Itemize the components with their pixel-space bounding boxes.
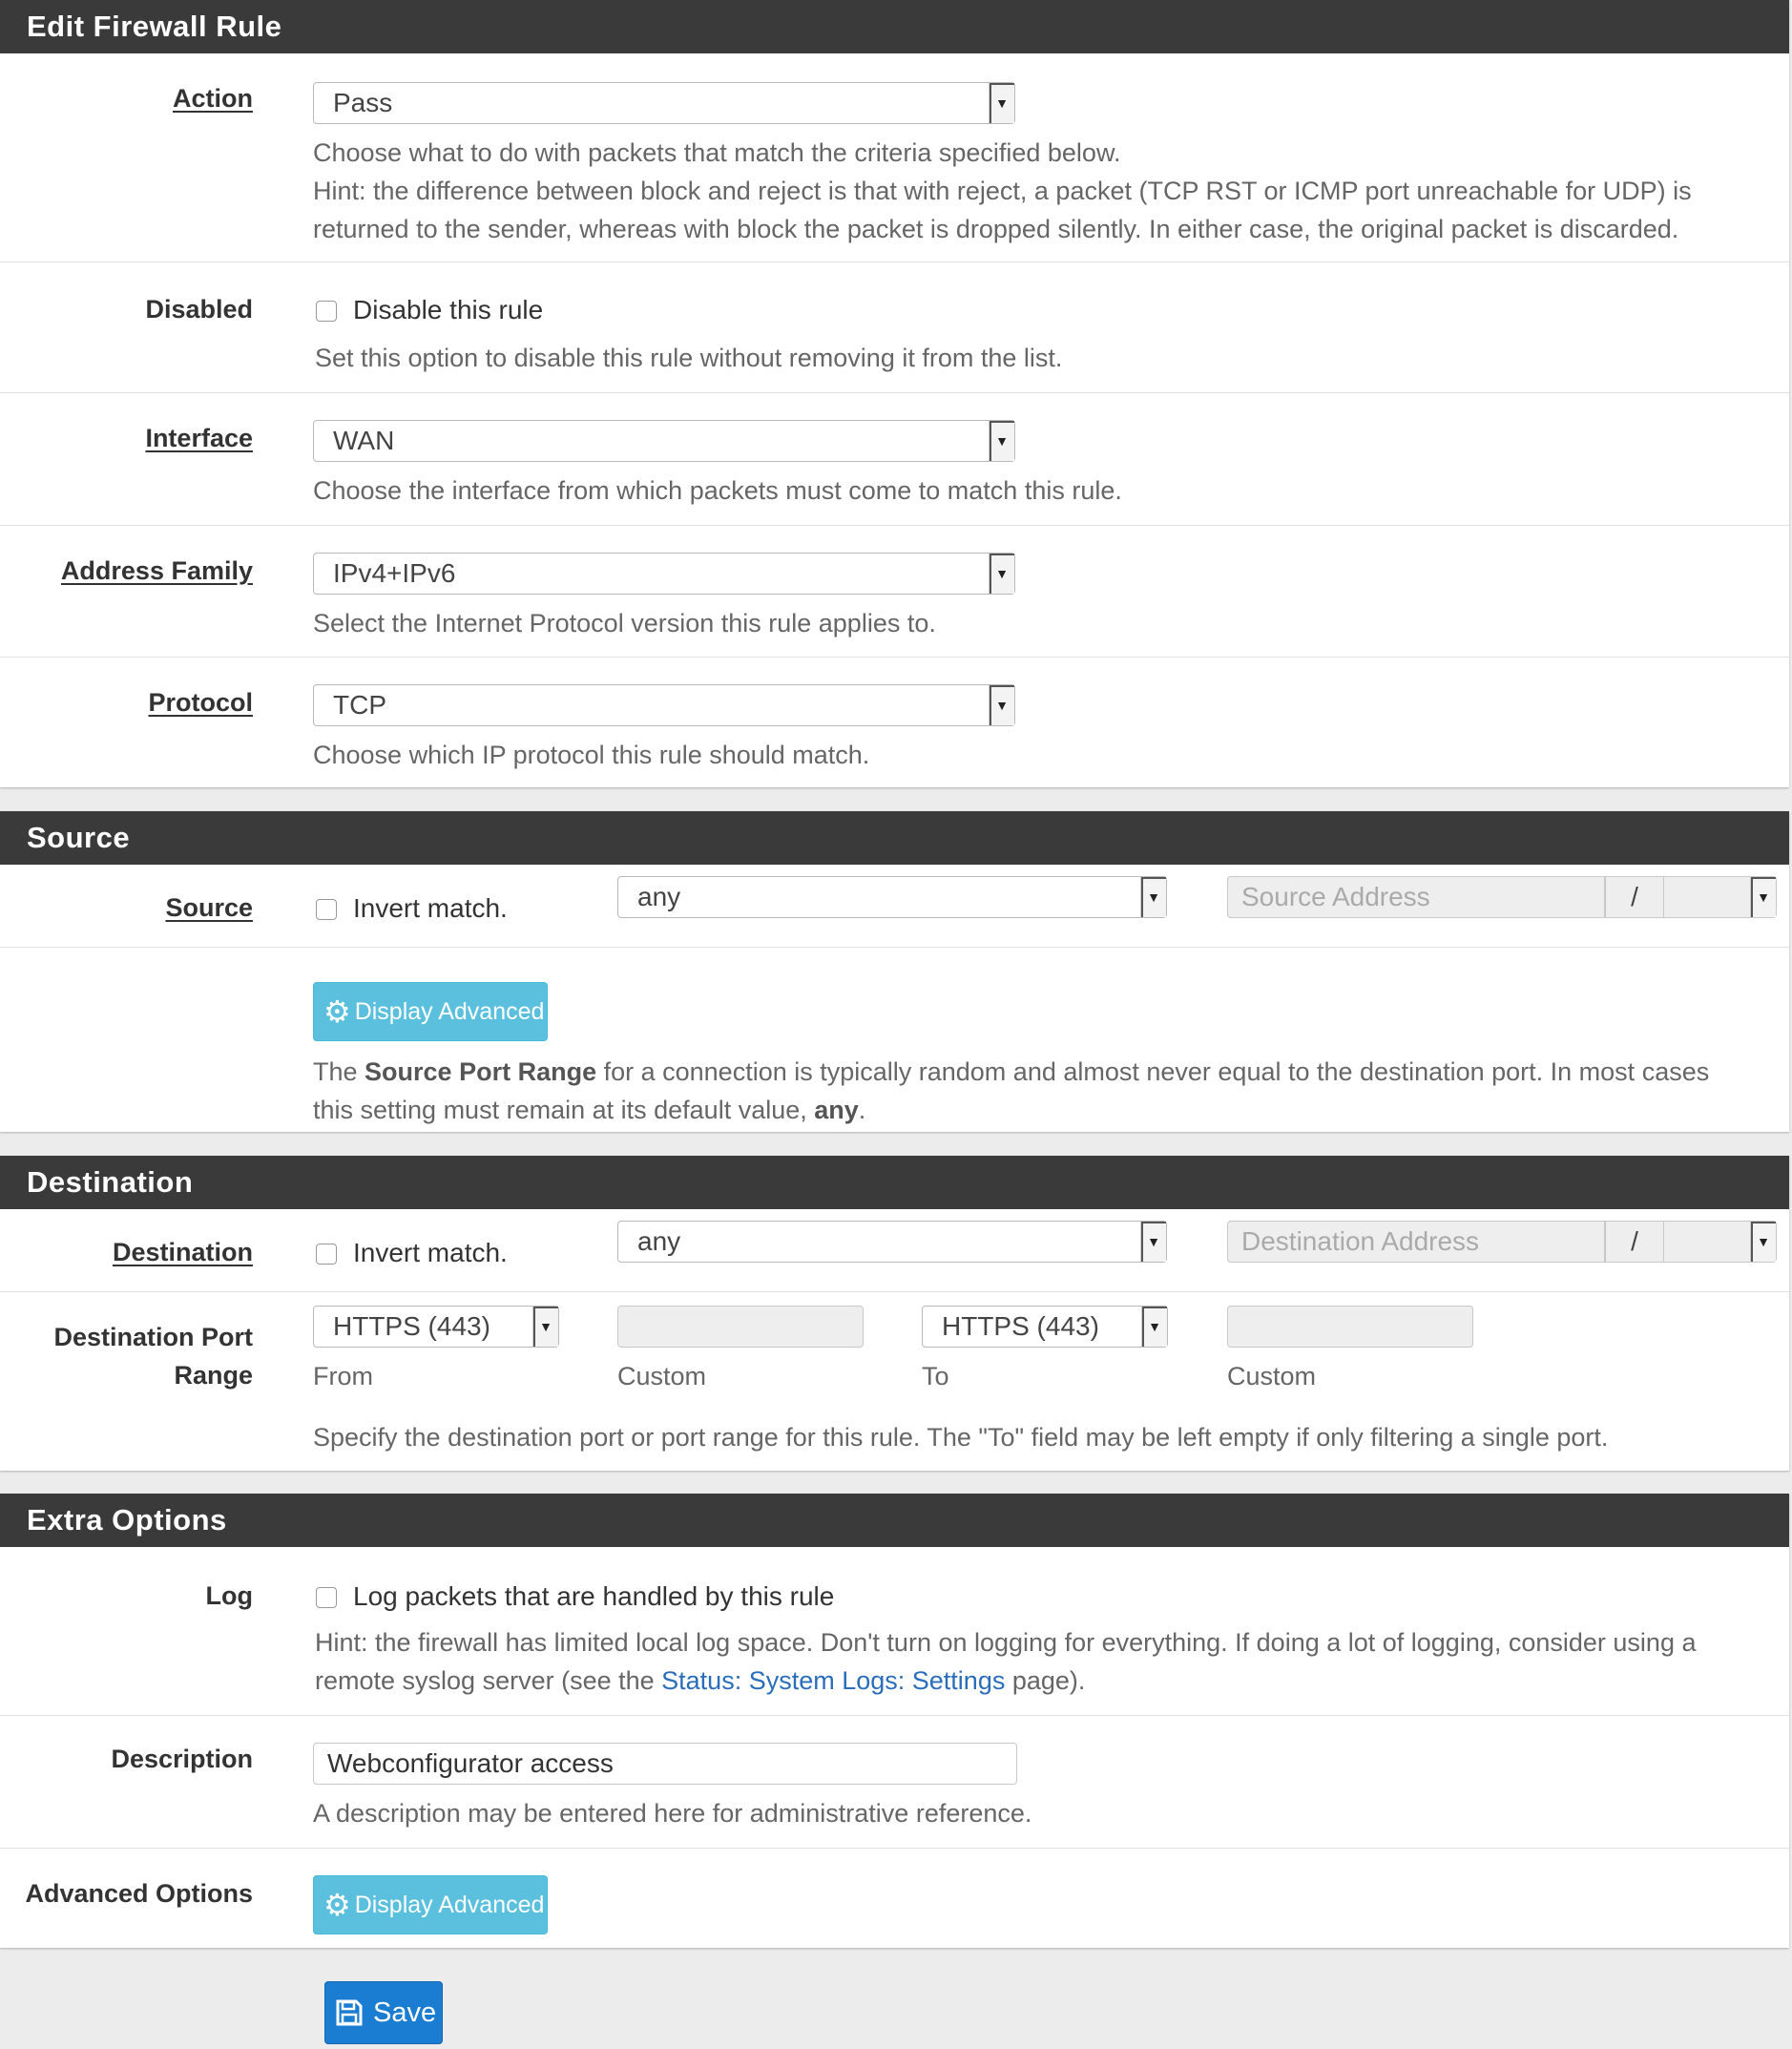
description-input[interactable] bbox=[313, 1743, 1017, 1785]
log-row bbox=[0, 1547, 1789, 1716]
source-heading: Source bbox=[0, 811, 1789, 865]
disable-rule-checkbox[interactable] bbox=[316, 301, 337, 322]
disabled-label: Disabled bbox=[145, 295, 253, 324]
chevron-down-icon: ▼ bbox=[989, 554, 1014, 594]
source-label[interactable]: Source bbox=[165, 893, 253, 922]
destination-port-range-row bbox=[0, 1292, 1789, 1472]
source-address-input[interactable] bbox=[1227, 876, 1605, 918]
protocol-label[interactable]: Protocol bbox=[148, 688, 253, 717]
destination-type-select[interactable] bbox=[617, 1221, 1167, 1263]
protocol-row bbox=[0, 658, 1789, 788]
source-type-value: any bbox=[637, 882, 681, 911]
extra-options-panel bbox=[0, 1494, 1789, 1948]
log-help-1: Hint: the firewall has limited local log space. Don't turn on logging for everything. If doing a lot of logging, consider using a bbox=[315, 1628, 1697, 1657]
source-address-group bbox=[1227, 876, 1777, 918]
destination-panel bbox=[0, 1156, 1789, 1471]
interface-row bbox=[0, 393, 1789, 526]
port-to-select[interactable] bbox=[922, 1306, 1168, 1348]
address-family-select[interactable] bbox=[313, 553, 1015, 595]
source-panel bbox=[0, 811, 1789, 1132]
chevron-down-icon: ▼ bbox=[1750, 1222, 1776, 1262]
advanced-options-row bbox=[0, 1849, 1789, 1948]
source-help-mid: for a connection is typically random and almost never equal to the destination port. In most cases bbox=[596, 1057, 1710, 1086]
chevron-down-icon: ▼ bbox=[1140, 1222, 1166, 1262]
interface-select[interactable] bbox=[313, 420, 1015, 462]
chevron-down-icon: ▼ bbox=[532, 1307, 558, 1347]
destination-row bbox=[0, 1209, 1789, 1292]
chevron-down-icon: ▼ bbox=[989, 421, 1014, 461]
destination-address-input[interactable] bbox=[1227, 1221, 1605, 1263]
interface-value: WAN bbox=[333, 426, 395, 455]
action-label[interactable]: Action bbox=[173, 84, 253, 113]
log-help-pre: remote syslog server (see the bbox=[315, 1666, 662, 1695]
port-from-custom-input[interactable] bbox=[617, 1306, 864, 1348]
floppy-disk-icon bbox=[335, 1988, 364, 2017]
protocol-value: TCP bbox=[333, 690, 386, 720]
advanced-options-label: Advanced Options bbox=[25, 1879, 253, 1908]
save-button[interactable] bbox=[324, 1981, 443, 2044]
source-display-advanced-button[interactable] bbox=[313, 982, 548, 1041]
chevron-down-icon: ▼ bbox=[1750, 877, 1776, 917]
source-help-pre: The bbox=[313, 1057, 365, 1086]
gear-icon: ⚙ bbox=[323, 1888, 351, 1922]
disabled-help: Set this option to disable this rule without removing it from the list. bbox=[315, 344, 1063, 372]
edit-firewall-rule-panel bbox=[0, 0, 1789, 787]
advanced-display-advanced-button[interactable] bbox=[313, 1875, 548, 1934]
disable-rule-checkbox-label[interactable]: Disable this rule bbox=[353, 295, 544, 324]
destination-mask-separator: / bbox=[1605, 1222, 1664, 1262]
source-display-advanced-label: Display Advanced bbox=[354, 998, 545, 1025]
port-to-value: HTTPS (443) bbox=[942, 1311, 1099, 1341]
port-from-value: HTTPS (443) bbox=[333, 1311, 490, 1341]
log-checkbox[interactable] bbox=[316, 1587, 337, 1608]
source-help-end: . bbox=[858, 1096, 866, 1124]
log-label: Log bbox=[205, 1581, 253, 1610]
destination-port-help: Specify the destination port or port range for this rule. The "To" field may be left empty if only filtering a single port. bbox=[313, 1423, 1609, 1452]
destination-address-placeholder: Destination Address bbox=[1241, 1226, 1480, 1256]
description-value: Webconfigurator access bbox=[327, 1748, 614, 1778]
source-help-line2: this setting must remain at its default value, bbox=[313, 1096, 815, 1124]
source-help-any: any bbox=[814, 1096, 859, 1124]
destination-port-label-1: Destination Port bbox=[53, 1323, 253, 1351]
address-family-row bbox=[0, 526, 1789, 658]
action-help-1: Choose what to do with packets that match the criteria specified below. bbox=[313, 138, 1121, 167]
destination-type-value: any bbox=[637, 1226, 681, 1256]
source-mask-separator: / bbox=[1605, 877, 1664, 917]
destination-invert-checkbox[interactable] bbox=[316, 1244, 337, 1265]
chevron-down-icon: ▼ bbox=[989, 83, 1014, 123]
source-type-select[interactable] bbox=[617, 876, 1167, 918]
source-advanced-row bbox=[0, 948, 1789, 1133]
gear-icon: ⚙ bbox=[323, 994, 351, 1029]
action-select[interactable] bbox=[313, 82, 1015, 124]
description-label: Description bbox=[111, 1745, 253, 1773]
action-help-2: Hint: the difference between block and reject is that with reject, a packet (TCP RST or ICMP port unreachable for UDP) is bbox=[313, 177, 1692, 205]
port-to-caption: To bbox=[922, 1362, 949, 1390]
destination-invert-label[interactable]: Invert match. bbox=[353, 1238, 508, 1267]
action-value: Pass bbox=[333, 88, 393, 117]
interface-label[interactable]: Interface bbox=[145, 424, 253, 452]
port-from-caption: From bbox=[313, 1362, 373, 1390]
action-row bbox=[0, 53, 1789, 262]
source-invert-checkbox[interactable] bbox=[316, 899, 337, 920]
port-to-custom-caption: Custom bbox=[1227, 1362, 1317, 1390]
disabled-row bbox=[0, 262, 1789, 393]
chevron-down-icon: ▼ bbox=[1140, 877, 1166, 917]
source-address-placeholder: Source Address bbox=[1241, 882, 1430, 911]
description-help: A description may be entered here for administrative reference. bbox=[313, 1799, 1032, 1828]
source-invert-label[interactable]: Invert match. bbox=[353, 893, 508, 923]
port-to-custom-input[interactable] bbox=[1227, 1306, 1473, 1348]
protocol-select[interactable] bbox=[313, 684, 1015, 726]
address-family-help: Select the Internet Protocol version this rule applies to. bbox=[313, 609, 936, 638]
source-port-help bbox=[313, 1053, 1763, 1129]
destination-mask-select[interactable] bbox=[1663, 1222, 1776, 1262]
log-checkbox-label[interactable]: Log packets that are handled by this rule bbox=[353, 1581, 835, 1611]
address-family-value: IPv4+IPv6 bbox=[333, 558, 456, 588]
destination-port-label-2: Range bbox=[174, 1361, 253, 1390]
source-row bbox=[0, 865, 1789, 948]
destination-address-group bbox=[1227, 1221, 1777, 1263]
interface-help: Choose the interface from which packets must come to match this rule. bbox=[313, 476, 1122, 505]
address-family-label[interactable]: Address Family bbox=[60, 556, 253, 585]
panel-title: Edit Firewall Rule bbox=[0, 0, 1789, 53]
save-button-label: Save bbox=[373, 1997, 437, 2028]
protocol-help: Choose which IP protocol this rule should match. bbox=[313, 741, 870, 769]
port-from-custom-caption: Custom bbox=[617, 1362, 707, 1390]
log-help-post: page). bbox=[1005, 1666, 1086, 1695]
action-help-3: returned to the sender, whereas with block the packet is dropped silently. In either case, the original packet is discarded. bbox=[313, 215, 1679, 243]
advanced-display-advanced-label: Display Advanced bbox=[354, 1892, 545, 1918]
extra-options-heading: Extra Options bbox=[0, 1494, 1789, 1547]
system-logs-settings-link[interactable]: Status: System Logs: Settings bbox=[661, 1666, 1006, 1695]
description-row bbox=[0, 1716, 1789, 1849]
chevron-down-icon: ▼ bbox=[989, 685, 1014, 725]
log-help-2 bbox=[315, 1662, 1085, 1700]
port-from-select[interactable] bbox=[313, 1306, 559, 1348]
source-mask-select[interactable] bbox=[1663, 877, 1776, 917]
source-help-bold: Source Port Range bbox=[365, 1057, 597, 1086]
destination-heading: Destination bbox=[0, 1156, 1789, 1209]
chevron-down-icon: ▼ bbox=[1141, 1307, 1167, 1347]
destination-label[interactable]: Destination bbox=[112, 1238, 253, 1266]
